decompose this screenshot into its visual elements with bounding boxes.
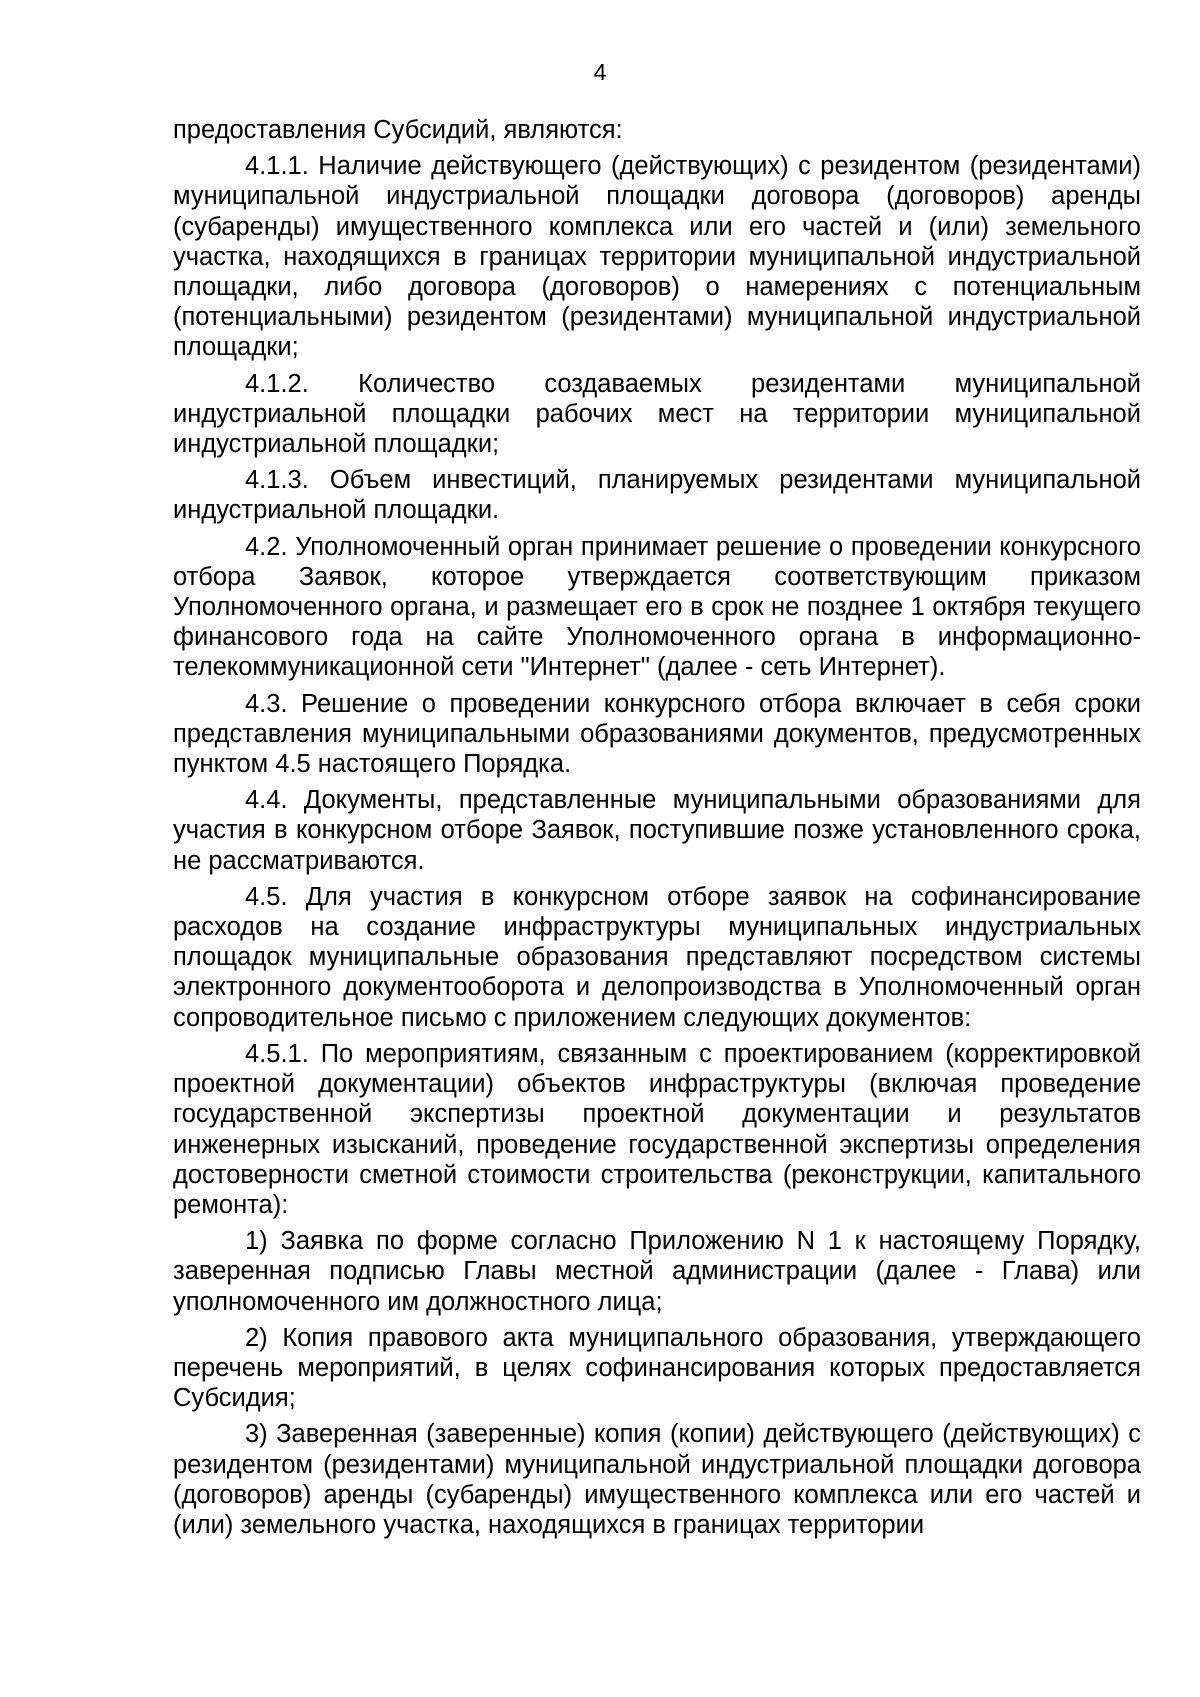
paragraph-4-1-3: 4.1.3. Объем инвестиций, планируемых резидентами муниципальной индустриальной площадки. [173,466,1141,525]
paragraph-4-1-1: 4.1.1. Наличие действующего (действующих) с резидентом (резидентами) муниципальной индустриальной площадки договора (договоров) аренды (субаренды) имущественного комплекса или его частей и (или) земельного участка, находящихся в границах территории муниципальной индустриальной площадки, либо договора (договоров) о намерениях с потенциальным (потенциальными) резидентом (резидентами) муниципальной индустриальной площадки; [173,152,1141,362]
document-body [173,115,1141,1546]
paragraph-4-1-2: 4.1.2. Количество создаваемых резидентами муниципальной индустриальной площадки рабочих мест на территории муниципальной индустриальной площадки; [173,369,1141,459]
paragraph-4-3: 4.3. Решение о проведении конкурсного отбора включает в себя сроки представления муниципальными образованиями документов, предусмотренных пунктом 4.5 настоящего Порядка. [173,689,1141,779]
paragraph-4-2: 4.2. Уполномоченный орган принимает решение о проведении конкурсного отбора Заявок, которое утверждается соответствующим приказом Уполномоченного органа, и размещает его в срок не позднее 1 октября текущего финансового года на сайте Уполномоченного органа в информационно-телекоммуникационной сети "Интернет" (далее - сеть Интернет). [173,532,1141,682]
paragraph-4-4: 4.4. Документы, представленные муниципальными образованиями для участия в конкурсном отборе Заявок, поступившие позже установленного срока, не рассматриваются. [173,786,1141,875]
page-number: 4 [593,59,607,85]
paragraph-continuation: предоставления Субсидий, являются: [173,116,623,144]
list-item-3: 3) Заверенная (заверенные) копия (копии) действующего (действующих) с резидентом (резидентами) муниципальной индустриальной площадки договора (договоров) аренды (субаренды) имущественного комплекса или его частей и (или) земельного участка, находящихся в границах территории [173,1420,1141,1539]
list-item-2: 2) Копия правового акта муниципального образования, утверждающего перечень мероприятий, в целях софинансирования которых предоставляется Субсидия; [173,1323,1141,1413]
paragraph-4-5: 4.5. Для участия в конкурсном отборе заявок на софинансирование расходов на создание инфраструктуры муниципальных индустриальных площадок муниципальные образования представляют посредством системы электронного документооборота и делопроизводства в Уполномоченный орган сопроводительное письмо с приложением следующих документов: [173,882,1141,1032]
paragraph-4-5-1: 4.5.1. По мероприятиям, связанным с проектированием (корректировкой проектной документации) объектов инфраструктуры (включая проведение государственной экспертизы проектной документации и результатов инженерных изысканий, проведение государственной экспертизы определения достоверности сметной стоимости строительства (реконструкции, капитального ремонта): [173,1039,1141,1219]
list-item-1: 1) Заявка по форме согласно Приложению N 1 к настоящему Порядку, заверенная подписью Главы местной администрации (далее - Глава) или уполномоченного им должностного лица; [173,1227,1141,1316]
